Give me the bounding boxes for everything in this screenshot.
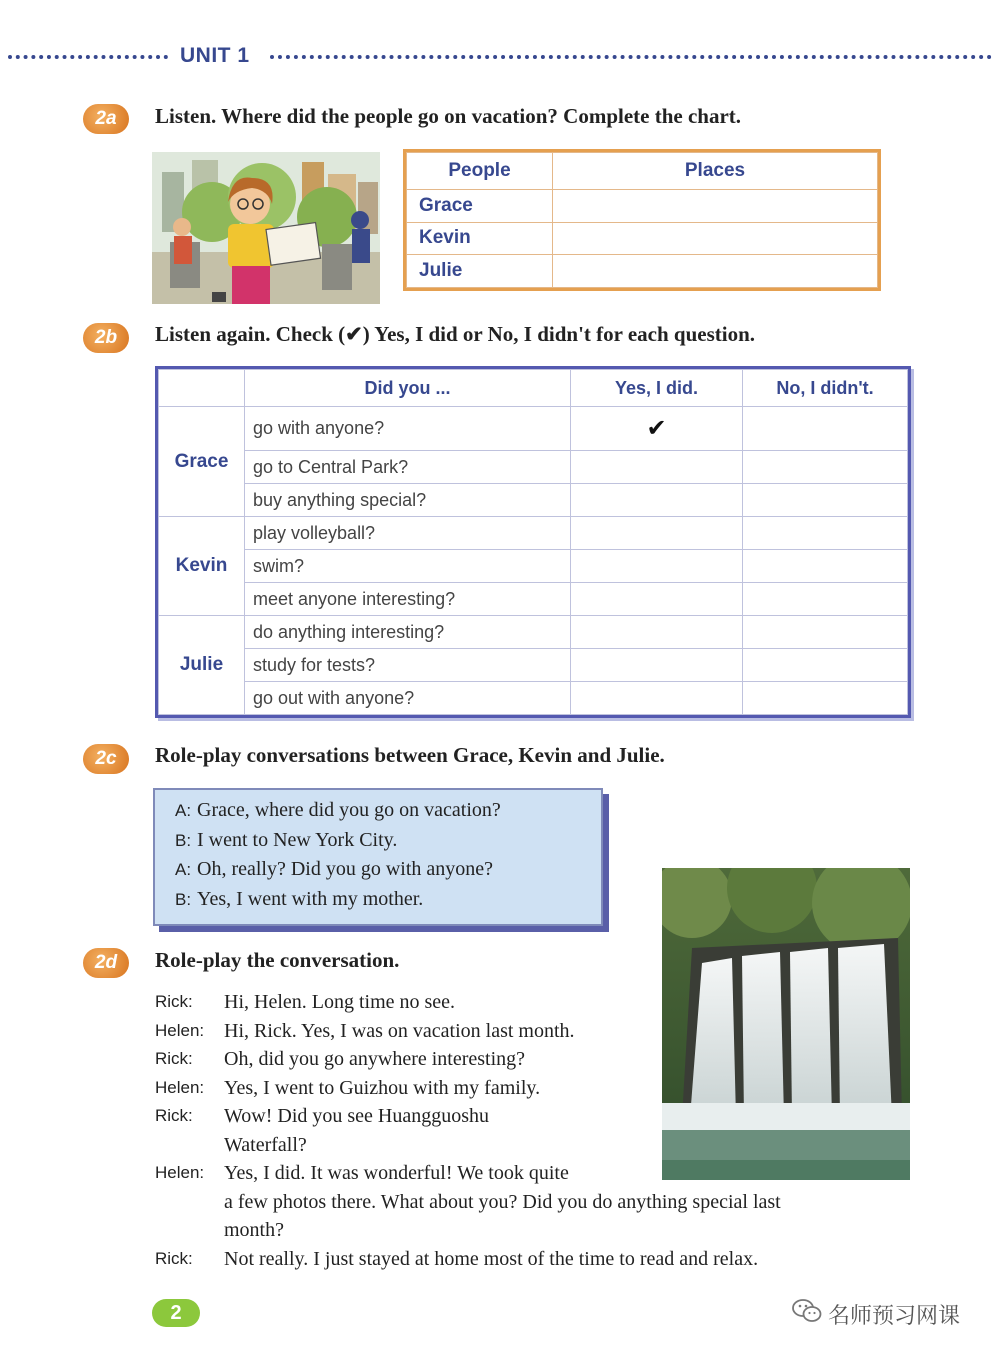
speaker-label: A:	[175, 860, 192, 879]
speaker-label: Helen:	[155, 1077, 205, 1097]
dialogue-line	[175, 855, 501, 885]
no-check-cell[interactable]	[743, 550, 908, 583]
instruction-2c: Role-play conversations between Grace, Kevin and Julie.	[155, 743, 665, 767]
conversation-text: Hi, Rick. Yes, I was on vacation last month.	[224, 1019, 575, 1042]
column-header-did-you: Did you ...	[245, 370, 571, 407]
dialogue-text: Yes, I went with my mother.	[197, 887, 424, 910]
no-check-cell[interactable]	[743, 407, 908, 451]
places-answer-cell[interactable]	[553, 190, 878, 223]
yes-check-cell[interactable]: ✔	[571, 407, 743, 451]
person-name: Grace	[407, 190, 553, 223]
no-check-cell[interactable]	[743, 484, 908, 517]
question-cell: meet anyone interesting?	[245, 583, 571, 616]
instruction-2b: Listen again. Check (✔) Yes, I did or No, I didn't for each question.	[155, 322, 756, 346]
speaker-label: B:	[175, 830, 192, 850]
header-dotted-rule-right	[270, 55, 992, 59]
sample-conversation-box	[153, 788, 603, 926]
person-name: Kevin	[159, 517, 245, 616]
activity-badge-2a: 2a	[83, 104, 129, 134]
conversation-line	[155, 1102, 900, 1131]
conversation-text: Wow! Did you see Huangguoshu	[224, 1105, 490, 1127]
question-cell: do anything interesting?	[245, 616, 571, 649]
question-cell: swim?	[245, 550, 571, 583]
dialogue-line	[175, 826, 501, 856]
dialogue-line	[175, 885, 501, 915]
speaker-label: Rick:	[155, 1049, 193, 1068]
conversation-line	[155, 1045, 900, 1074]
yes-check-cell[interactable]	[571, 451, 743, 484]
column-header-blank	[159, 370, 245, 407]
speaker-label: B:	[175, 889, 192, 909]
column-header-no: No, I didn't.	[743, 370, 908, 407]
conversation-text: month?	[224, 1219, 284, 1241]
unit-label: UNIT 1	[180, 44, 250, 67]
question-cell: buy anything special?	[245, 484, 571, 517]
speaker-label: Rick:	[155, 1248, 193, 1268]
wechat-icon	[792, 1298, 822, 1330]
conversation-line	[155, 1159, 900, 1188]
page-number: 2	[152, 1299, 200, 1327]
header-dotted-rule-left	[8, 55, 168, 59]
conversation-text: Yes, I did. It was wonderful! We took quite	[224, 1162, 569, 1184]
yes-check-cell[interactable]	[571, 583, 743, 616]
activity-badge-2d: 2d	[83, 948, 129, 978]
conversation-text: a few photos there. What about you? Did you do anything special last	[224, 1190, 781, 1213]
conversation-line	[155, 988, 900, 1017]
conversation-line	[155, 1017, 900, 1046]
yes-check-cell[interactable]	[571, 649, 743, 682]
no-check-cell[interactable]	[743, 616, 908, 649]
dialogue-text: Grace, where did you go on vacation?	[197, 799, 501, 821]
no-check-cell[interactable]	[743, 682, 908, 715]
conversation-text: Not really. I just stayed at home most of the time to read and relax.	[224, 1247, 759, 1270]
yes-check-cell[interactable]	[571, 517, 743, 550]
speaker-label: A:	[175, 801, 192, 820]
dialogue-text: Oh, really? Did you go with anyone?	[197, 858, 494, 880]
yes-check-cell[interactable]	[571, 616, 743, 649]
speaker-label: Helen:	[155, 1163, 205, 1182]
instruction-2d: Role-play the conversation.	[155, 948, 400, 972]
no-check-cell[interactable]	[743, 451, 908, 484]
person-name: Julie	[159, 616, 245, 715]
places-chart	[403, 149, 881, 291]
no-check-cell[interactable]	[743, 583, 908, 616]
no-check-cell[interactable]	[743, 649, 908, 682]
instruction-2a: Listen. Where did the people go on vacation? Complete the chart.	[155, 104, 742, 128]
person-name: Julie	[407, 255, 553, 288]
person-name: Kevin	[407, 222, 553, 255]
person-name: Grace	[159, 407, 245, 517]
new-york-illustration	[152, 152, 380, 304]
activity-badge-2c: 2c	[83, 744, 129, 774]
conversation-line	[155, 1074, 900, 1103]
conversation-line	[155, 1188, 900, 1217]
question-cell: study for tests?	[245, 649, 571, 682]
conversation-line	[155, 1216, 900, 1245]
yes-check-cell[interactable]	[571, 550, 743, 583]
yes-check-cell[interactable]	[571, 682, 743, 715]
yes-check-cell[interactable]	[571, 484, 743, 517]
question-cell: go out with anyone?	[245, 682, 571, 715]
question-cell: go with anyone?	[245, 407, 571, 451]
column-header-people: People	[407, 153, 553, 190]
watermark	[792, 1298, 960, 1330]
activity-badge-2b: 2b	[83, 323, 129, 353]
column-header-yes: Yes, I did.	[571, 370, 743, 407]
dialogue-text: I went to New York City.	[197, 828, 398, 851]
speaker-label: Helen:	[155, 1020, 205, 1040]
conversation-line	[155, 1245, 900, 1274]
conversation-text: Yes, I went to Guizhou with my family.	[224, 1076, 541, 1099]
places-answer-cell[interactable]	[553, 222, 878, 255]
column-header-places: Places	[553, 153, 878, 190]
no-check-cell[interactable]	[743, 517, 908, 550]
question-cell: go to Central Park?	[245, 451, 571, 484]
dialogue-line	[175, 796, 501, 826]
conversation-text: Waterfall?	[224, 1133, 307, 1156]
speaker-label: Rick:	[155, 1106, 193, 1125]
conversation-text: Hi, Helen. Long time no see.	[224, 991, 456, 1013]
watermark-text: 名师预习网课	[828, 1302, 961, 1328]
question-cell: play volleyball?	[245, 517, 571, 550]
places-answer-cell[interactable]	[553, 255, 878, 288]
yes-no-chart	[155, 366, 911, 718]
speaker-label: Rick:	[155, 992, 193, 1011]
conversation-line	[155, 1131, 900, 1160]
conversation-text: Oh, did you go anywhere interesting?	[224, 1048, 526, 1070]
